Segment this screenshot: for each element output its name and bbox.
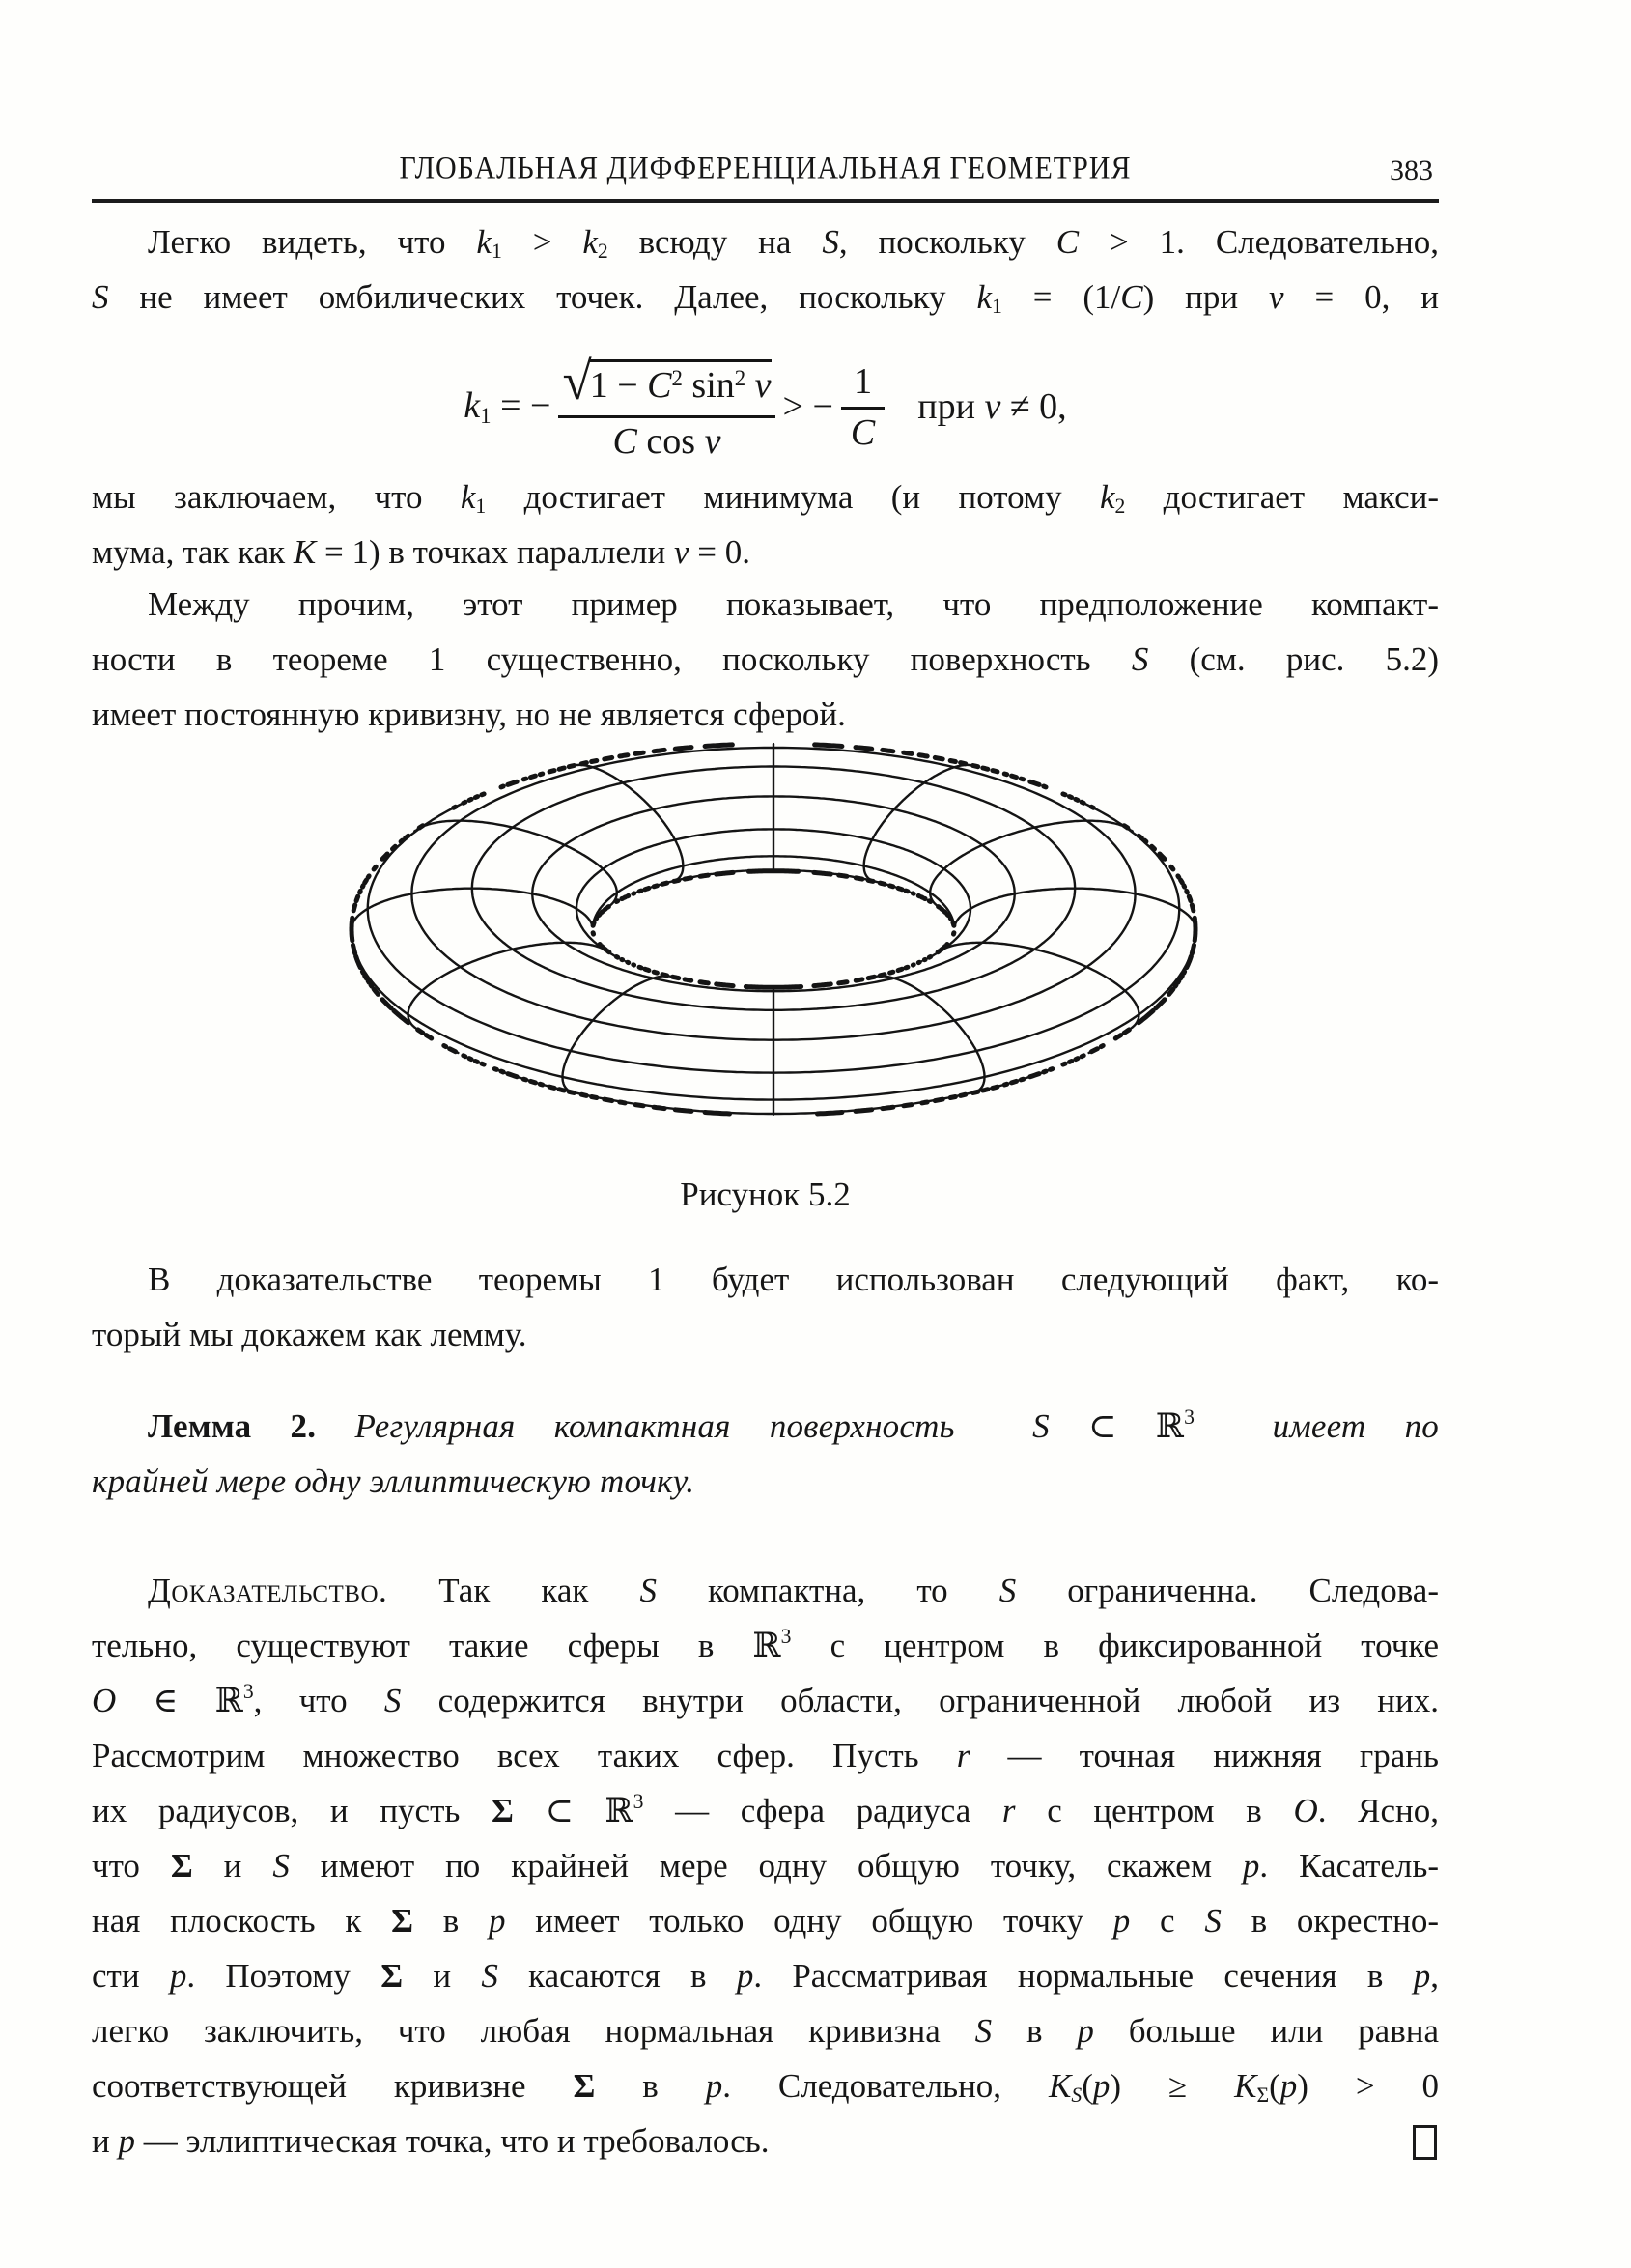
paragraph-proof (92, 1563, 1439, 2169)
text-line: тельно, существуют такие сферы в ℝ$^3$ с центром в фиксированной точке (92, 1625, 1440, 1664)
text-line: мума, так как K = 1) в точках параллели v = 0. (92, 533, 751, 571)
text-line: имеет постоянную кривизну, но не является сферой. (92, 695, 846, 733)
torus-curve (408, 943, 609, 1028)
fraction-main (558, 351, 774, 463)
text-line: В доказательстве теоремы 1 будет использован следующий факт, ко- (148, 1261, 1439, 1298)
text-line: сти p. Поэтому Σ и S касаются в p. Рассматривая нормальные сечения в p, (92, 1957, 1439, 1995)
header-title: ГЛОБАЛЬНАЯ ДИФФЕРЕНЦИАЛЬНАЯ ГЕОМЕТРИЯ (399, 151, 1132, 186)
text-line: Лемма 2. Регулярная компактная поверхность S ⊂ ℝ$^3$ имеет по (148, 1405, 1440, 1445)
text-line: крайней мере одну эллиптическую точку. (92, 1462, 695, 1500)
denominator: C cos v (558, 415, 774, 463)
figure-torus (344, 736, 1203, 1122)
text-line: Рассмотрим множество всех таких сфер. Пусть r — точная нижняя грань (92, 1737, 1439, 1774)
equals-minus: = − (500, 385, 551, 427)
text-line: торый мы докажем как лемму. (92, 1316, 527, 1353)
displayed-equation (92, 340, 1439, 468)
text-line: мы заключаем, что $k_1$ достигает минимума (и потому $k_2$ достигает макси- (92, 478, 1439, 518)
text-line: соответствующей кривизне Σ в p. Следовательно, $K_S(p) \ge K_\Sigma(p) > 0$ (92, 2067, 1440, 2107)
text-line: их радиусов, и пусть Σ ⊂ ℝ$^3$ — сфера радиуса r с центром в O. Ясно, (92, 1790, 1439, 1829)
equation-condition: при v ≠ 0, (917, 386, 1067, 428)
fraction-one-over-c: $\frac{1}{C}$ (841, 360, 885, 454)
paragraph-lemma (92, 1399, 1439, 1509)
qed-box (1413, 2125, 1437, 2160)
running-header (92, 153, 1439, 193)
content-column (92, 0, 1439, 2268)
figure-caption-text: Рисунок 5.2 (680, 1176, 851, 1213)
text-line: ная плоскость к Σ в p имеет только одну общую точку p с S в окрестно- (92, 1902, 1439, 1940)
paragraph-remark (92, 577, 1439, 742)
text-line: и p — эллиптическая точка, что и требовалось. (92, 2113, 1439, 2169)
paragraph-intro (92, 214, 1439, 325)
header-rule (92, 199, 1439, 203)
radicand: $1 - C^2$ $\sin^2 v$ (590, 359, 772, 406)
text-line: S не имеет омбилических точек. Далее, поскольку $k_1 = (1/C)$ при v = 0, и (92, 278, 1439, 318)
greater-minus: > − (782, 386, 833, 428)
torus-curve (593, 871, 954, 988)
text-line: легко заключить, что любая нормальная кривизна S в p больше или равна (92, 2012, 1439, 2050)
torus-curve (455, 1048, 1099, 1114)
text-line: Между прочим, этот пример показывает, что предположение компакт- (148, 585, 1439, 623)
paragraph-fact (92, 1252, 1439, 1362)
radical-icon: √ (562, 352, 592, 411)
text-line: Доказательство. Так как S компактна, то S ограниченна. Следова- (148, 1572, 1439, 1609)
equation-lhs: $k_1$ = − (464, 385, 551, 429)
text-line: ности в теореме 1 существенно, поскольку поверхность S (см. рис. 5.2) (92, 640, 1439, 678)
torus-curve (939, 943, 1139, 1028)
text-line: что Σ и S имеют по крайней мере одну общую точку, скажем p. Касатель- (92, 1847, 1439, 1885)
text-line: Легко видеть, что $k_1 > k_2$ всюду на S, поскольку C > 1. Следовательно, (148, 223, 1439, 263)
text-line: O ∈ ℝ$^3$, что S содержится внутри области, ограниченной любой из них. (92, 1680, 1439, 1719)
torus-wireframe-drawing (344, 736, 1203, 1122)
paragraph-conclusion (92, 469, 1439, 580)
page-number: 383 (1390, 155, 1433, 186)
figure-caption (92, 1167, 1439, 1222)
